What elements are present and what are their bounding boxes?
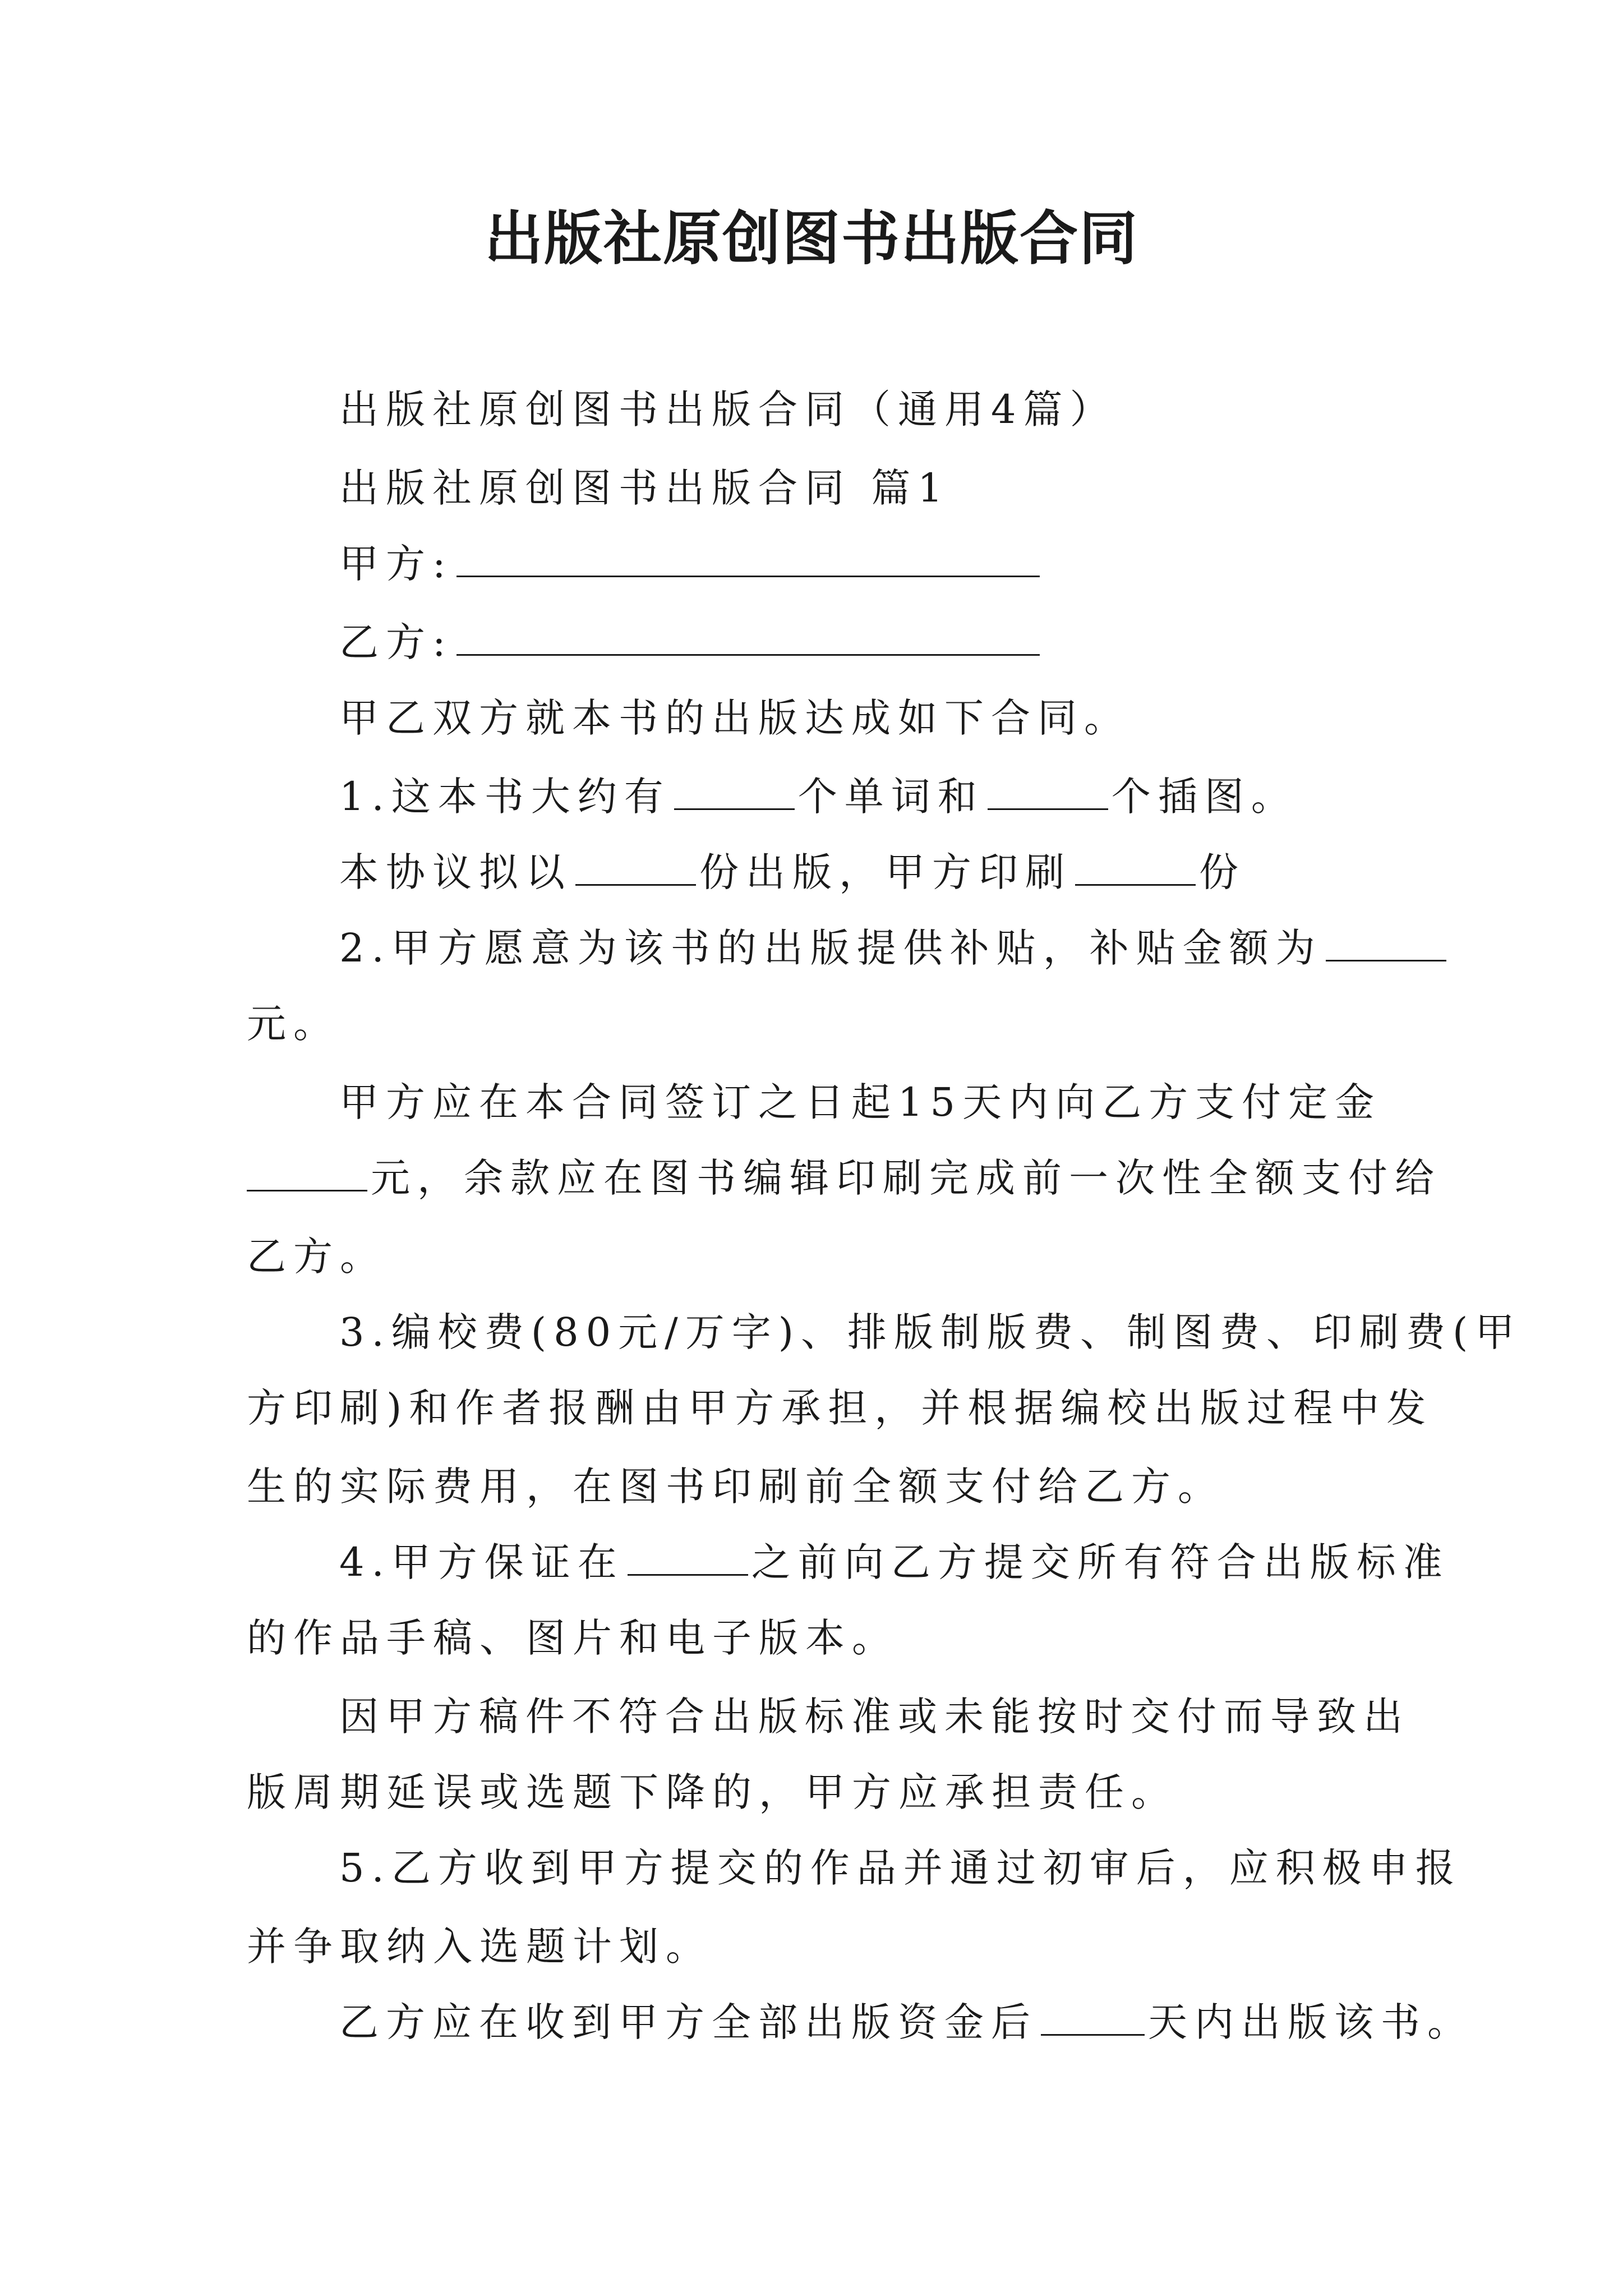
publish-days-text-b: 天内出版该书。: [1148, 1999, 1474, 2045]
publish-days-blank: [1041, 1999, 1145, 2036]
paragraph-line: 并争取纳入选题计划。: [247, 1924, 712, 1970]
publish-days-text-a: 乙方应在收到甲方全部出版资金后: [339, 1999, 1038, 2045]
copies-text-c: 份: [1199, 849, 1246, 895]
copies-line: [339, 844, 1246, 900]
paragraph-line: 甲乙双方就本书的出版达成如下合同。: [339, 695, 1131, 741]
clause-5-line: 5.乙方收到甲方提交的作品并通过初审后，应积极申报: [339, 1845, 1462, 1891]
paragraph-line: 因甲方稿件不符合出版标准或未能按时交付而导致出: [339, 1694, 1410, 1740]
clause-4-text-b: 之前向乙方提交所有符合出版标准: [751, 1539, 1450, 1585]
party-a-copies-blank: [1075, 849, 1196, 886]
clause-3-line: 3.编校费(80元/万字)、排版制版费、制图费、印刷费(甲: [339, 1309, 1522, 1355]
paragraph-line: 乙方。: [247, 1234, 386, 1280]
copies-text-b: 份出版，甲方印刷: [699, 849, 1072, 895]
clause-2-text: 2.甲方愿意为该书的出版提供补贴，补贴金额为: [339, 925, 1322, 971]
paragraph-line: 甲方应在本合同签订之日起15天内向乙方支付定金: [339, 1079, 1382, 1125]
clause-2-line: [339, 920, 1450, 976]
word-count-blank: [674, 774, 795, 810]
party-b-line: [339, 614, 1043, 670]
print-copies-blank: [575, 849, 696, 886]
clause-1-text-c: 个插图。: [1111, 774, 1298, 820]
copies-text-a: 本协议拟以: [339, 849, 572, 895]
clause-1-text-a: 1.这本书大约有: [339, 774, 671, 820]
deposit-amount-blank: [247, 1155, 367, 1191]
party-b-blank: [457, 619, 1040, 656]
deadline-blank: [628, 1539, 748, 1576]
clause-4-text-a: 4.甲方保证在: [339, 1539, 624, 1585]
article-heading: 出版社原创图书出版合同 篇1: [339, 465, 950, 511]
party-a-blank: [457, 541, 1040, 577]
subsidy-amount-blank: [1326, 925, 1446, 961]
paragraph-line: 生的实际费用，在图书印刷前全额支付给乙方。: [247, 1464, 1224, 1510]
party-a-line: [339, 536, 1043, 592]
paragraph-line: 版周期延误或选题下降的，甲方应承担责任。: [247, 1769, 1178, 1815]
document-title: 出版社原创图书出版合同: [484, 204, 1138, 273]
party-b-label: 乙方:: [339, 619, 453, 665]
doc-subtitle: 出版社原创图书出版合同（通用4篇）: [339, 386, 1117, 432]
party-a-label: 甲方:: [339, 541, 453, 587]
deposit-line: [247, 1150, 1441, 1206]
clause-4-line: [339, 1534, 1450, 1590]
clause-1-text-b: 个单词和: [797, 774, 984, 820]
clause-1-line: [339, 769, 1298, 825]
paragraph-line: 的作品手稿、图片和电子版本。: [247, 1615, 898, 1661]
paragraph-line: 元。: [247, 1001, 340, 1047]
deposit-text: 元，余款应在图书编辑印刷完成前一次性全额支付给: [371, 1155, 1441, 1201]
publish-days-line: [339, 1994, 1474, 2050]
paragraph-line: 方印刷)和作者报酬由甲方承担，并根据编校出版过程中发: [247, 1385, 1433, 1431]
illustration-count-blank: [988, 774, 1108, 810]
